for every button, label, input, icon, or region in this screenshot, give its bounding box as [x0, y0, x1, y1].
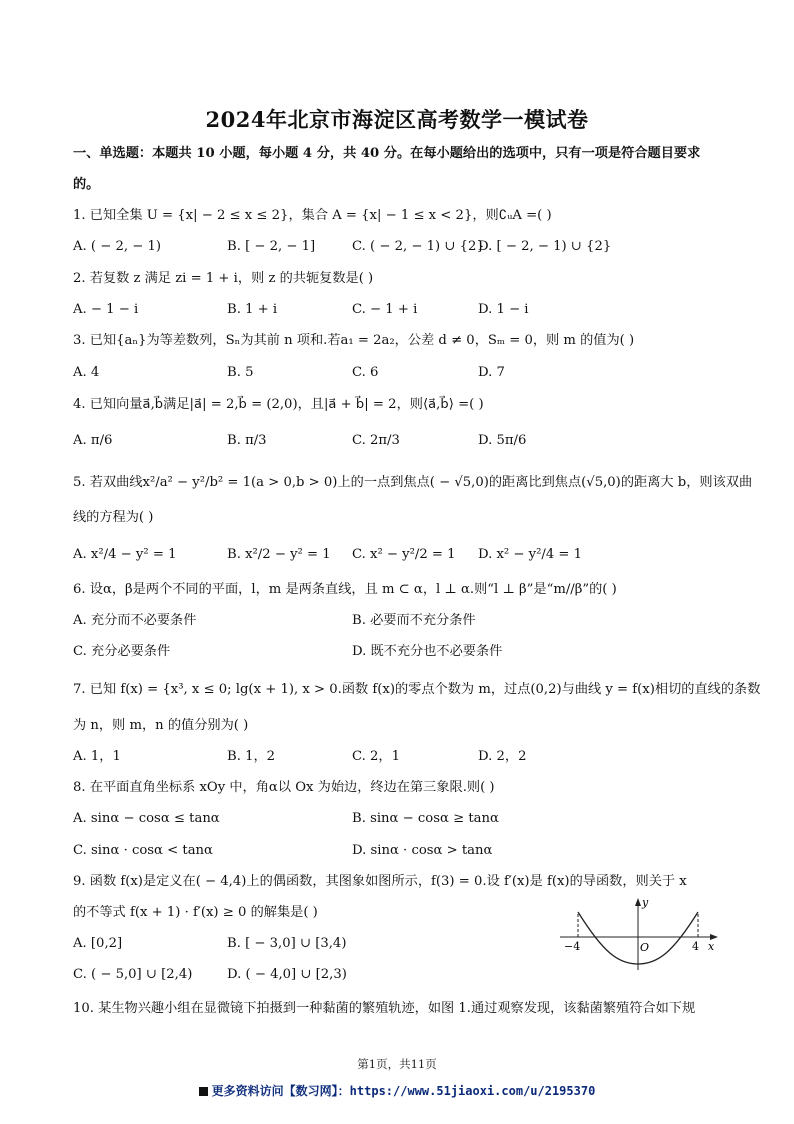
question-8-option-c: C. sinα · cosα < tanα: [73, 843, 213, 858]
question-7-option-c: C. 2，1: [352, 749, 400, 764]
question-9-option-b: B. [ − 3,0] ∪ [3,4): [227, 936, 347, 951]
question-9-graph: [558, 892, 720, 972]
question-1-option-d: D. [ − 2, − 1) ∪ {2}: [478, 239, 612, 254]
question-10-stem: 10. 某生物兴趣小组在显微镜下拍摄到一种黏菌的繁殖轨迹，如图 1.通过观察发现，该黏菌繁殖符合如下规: [73, 1001, 696, 1016]
resource-banner[interactable]: [0, 1082, 794, 1099]
question-5-stem-line1: 5. 若双曲线x²/a² − y²/b² = 1(a > 0,b > 0)上的一点到焦点( − √5,0)的距离比到焦点(√5,0)的距离大 b，则该双曲: [73, 475, 753, 490]
section-instructions-line1: 一、单选题：本题共 10 小题，每小题 4 分，共 40 分。在每小题给出的选项中，只有一项是符合题目要求: [73, 146, 701, 161]
question-8-option-a: A. sinα − cosα ≤ tanα: [73, 811, 220, 826]
question-1-option-c: C. ( − 2, − 1) ∪ {2}: [352, 239, 485, 254]
question-9-stem-line1: 9. 函数 f(x)是定义在( − 4,4)上的偶函数，其图象如图所示，f(3) = 0.设 f′(x)是 f(x)的导函数，则关于 x: [73, 874, 687, 889]
question-6-stem: 6. 设α，β是两个不同的平面，l，m 是两条直线，且 m ⊂ α，l ⊥ α.则“l ⊥ β”是“m//β”的( ): [73, 582, 617, 597]
question-7-option-d: D. 2，2: [478, 749, 527, 764]
question-8-option-b: B. sinα − cosα ≥ tanα: [352, 811, 499, 826]
question-1-option-b: B. [ − 2, − 1]: [227, 239, 316, 254]
question-6-option-a: A. 充分而不必要条件: [73, 613, 197, 628]
question-7-stem-line1: 7. 已知 f(x) = {x³, x ≤ 0; lg(x + 1), x > 0.函数 f(x)的零点个数为 m，过点(0,2)与曲线 y = f(x)相切的直线的条数: [73, 682, 761, 697]
graph-y-label: y: [642, 896, 649, 909]
question-4-stem: 4. 已知向量a⃗,b⃗满足|a⃗| = 2,b⃗ = (2,0)，且|a⃗ + b⃗| = 2，则⟨a⃗,b⃗⟩ =( ): [73, 397, 484, 412]
question-2-option-b: B. 1 + i: [227, 302, 278, 317]
graph-x-label: x: [708, 940, 715, 953]
graph-neg4-label: −4: [564, 940, 581, 953]
question-5-option-b: B. x²/2 − y² = 1: [227, 547, 331, 562]
graph-4-label: 4: [692, 940, 699, 953]
page-title: 2024年北京市海淀区高考数学一模试卷: [205, 107, 589, 132]
question-2-option-d: D. 1 − i: [478, 302, 529, 317]
question-9-option-d: D. ( − 4,0] ∪ [2,3): [227, 967, 347, 982]
question-9-stem-line2: 的不等式 f(x + 1) · f′(x) ≥ 0 的解集是( ): [73, 905, 318, 920]
question-2-option-a: A. − 1 − i: [73, 302, 139, 317]
question-4-option-b: B. π/3: [227, 433, 267, 448]
question-8-stem: 8. 在平面直角坐标系 xOy 中，角α以 Ox 为始边，终边在第三象限.则( ): [73, 780, 495, 795]
question-6-option-b: B. 必要而不充分条件: [352, 613, 476, 628]
question-5-stem-line2: 线的方程为( ): [73, 510, 154, 525]
question-9-option-a: A. [0,2]: [73, 936, 123, 951]
question-5-option-d: D. x² − y²/4 = 1: [478, 547, 583, 562]
question-8-option-d: D. sinα · cosα > tanα: [352, 843, 493, 858]
question-3-stem: 3. 已知{aₙ}为等差数列，Sₙ为其前 n 项和.若a₁ = 2a₂，公差 d ≠ 0，Sₘ = 0，则 m 的值为( ): [73, 333, 635, 348]
question-1-stem: 1. 已知全集 U = {x| − 2 ≤ x ≤ 2}，集合 A = {x| − 1 ≤ x < 2}，则∁ᵤA =( ): [73, 208, 552, 223]
question-3-option-a: A. 4: [73, 365, 100, 380]
question-6-option-c: C. 充分必要条件: [73, 644, 171, 659]
question-4-option-a: A. π/6: [73, 433, 113, 448]
question-2-stem: 2. 若复数 z 满足 zi = 1 + i，则 z 的共轭复数是( ): [73, 271, 374, 286]
section-instructions-line2: 的。: [73, 177, 100, 192]
question-3-option-c: C. 6: [352, 365, 379, 380]
question-4-option-c: C. 2π/3: [352, 433, 400, 448]
question-5-option-c: C. x² − y²/2 = 1: [352, 547, 456, 562]
question-1-option-a: A. ( − 2, − 1): [73, 239, 162, 254]
question-7-stem-line2: 为 n，则 m，n 的值分别为( ): [73, 718, 249, 733]
question-7-option-a: A. 1，1: [73, 749, 121, 764]
question-4-option-d: D. 5π/6: [478, 433, 527, 448]
question-3-option-b: B. 5: [227, 365, 254, 380]
question-3-option-d: D. 7: [478, 365, 505, 380]
question-9-option-c: C. ( − 5,0] ∪ [2,4): [73, 967, 193, 982]
graph-origin-label: O: [640, 941, 650, 954]
banner-text[interactable]: 更多资料访问【数习网】：https://www.51jiaoxi.com/u/2195370: [211, 1084, 596, 1098]
question-6-option-d: D. 既不充分也不必要条件: [352, 644, 503, 659]
question-7-option-b: B. 1，2: [227, 749, 276, 764]
flag-icon: [199, 1087, 208, 1096]
question-5-option-a: A. x²/4 − y² = 1: [73, 547, 177, 562]
page-footer: 第1页，共11页: [357, 1057, 437, 1071]
question-2-option-c: C. − 1 + i: [352, 302, 418, 317]
